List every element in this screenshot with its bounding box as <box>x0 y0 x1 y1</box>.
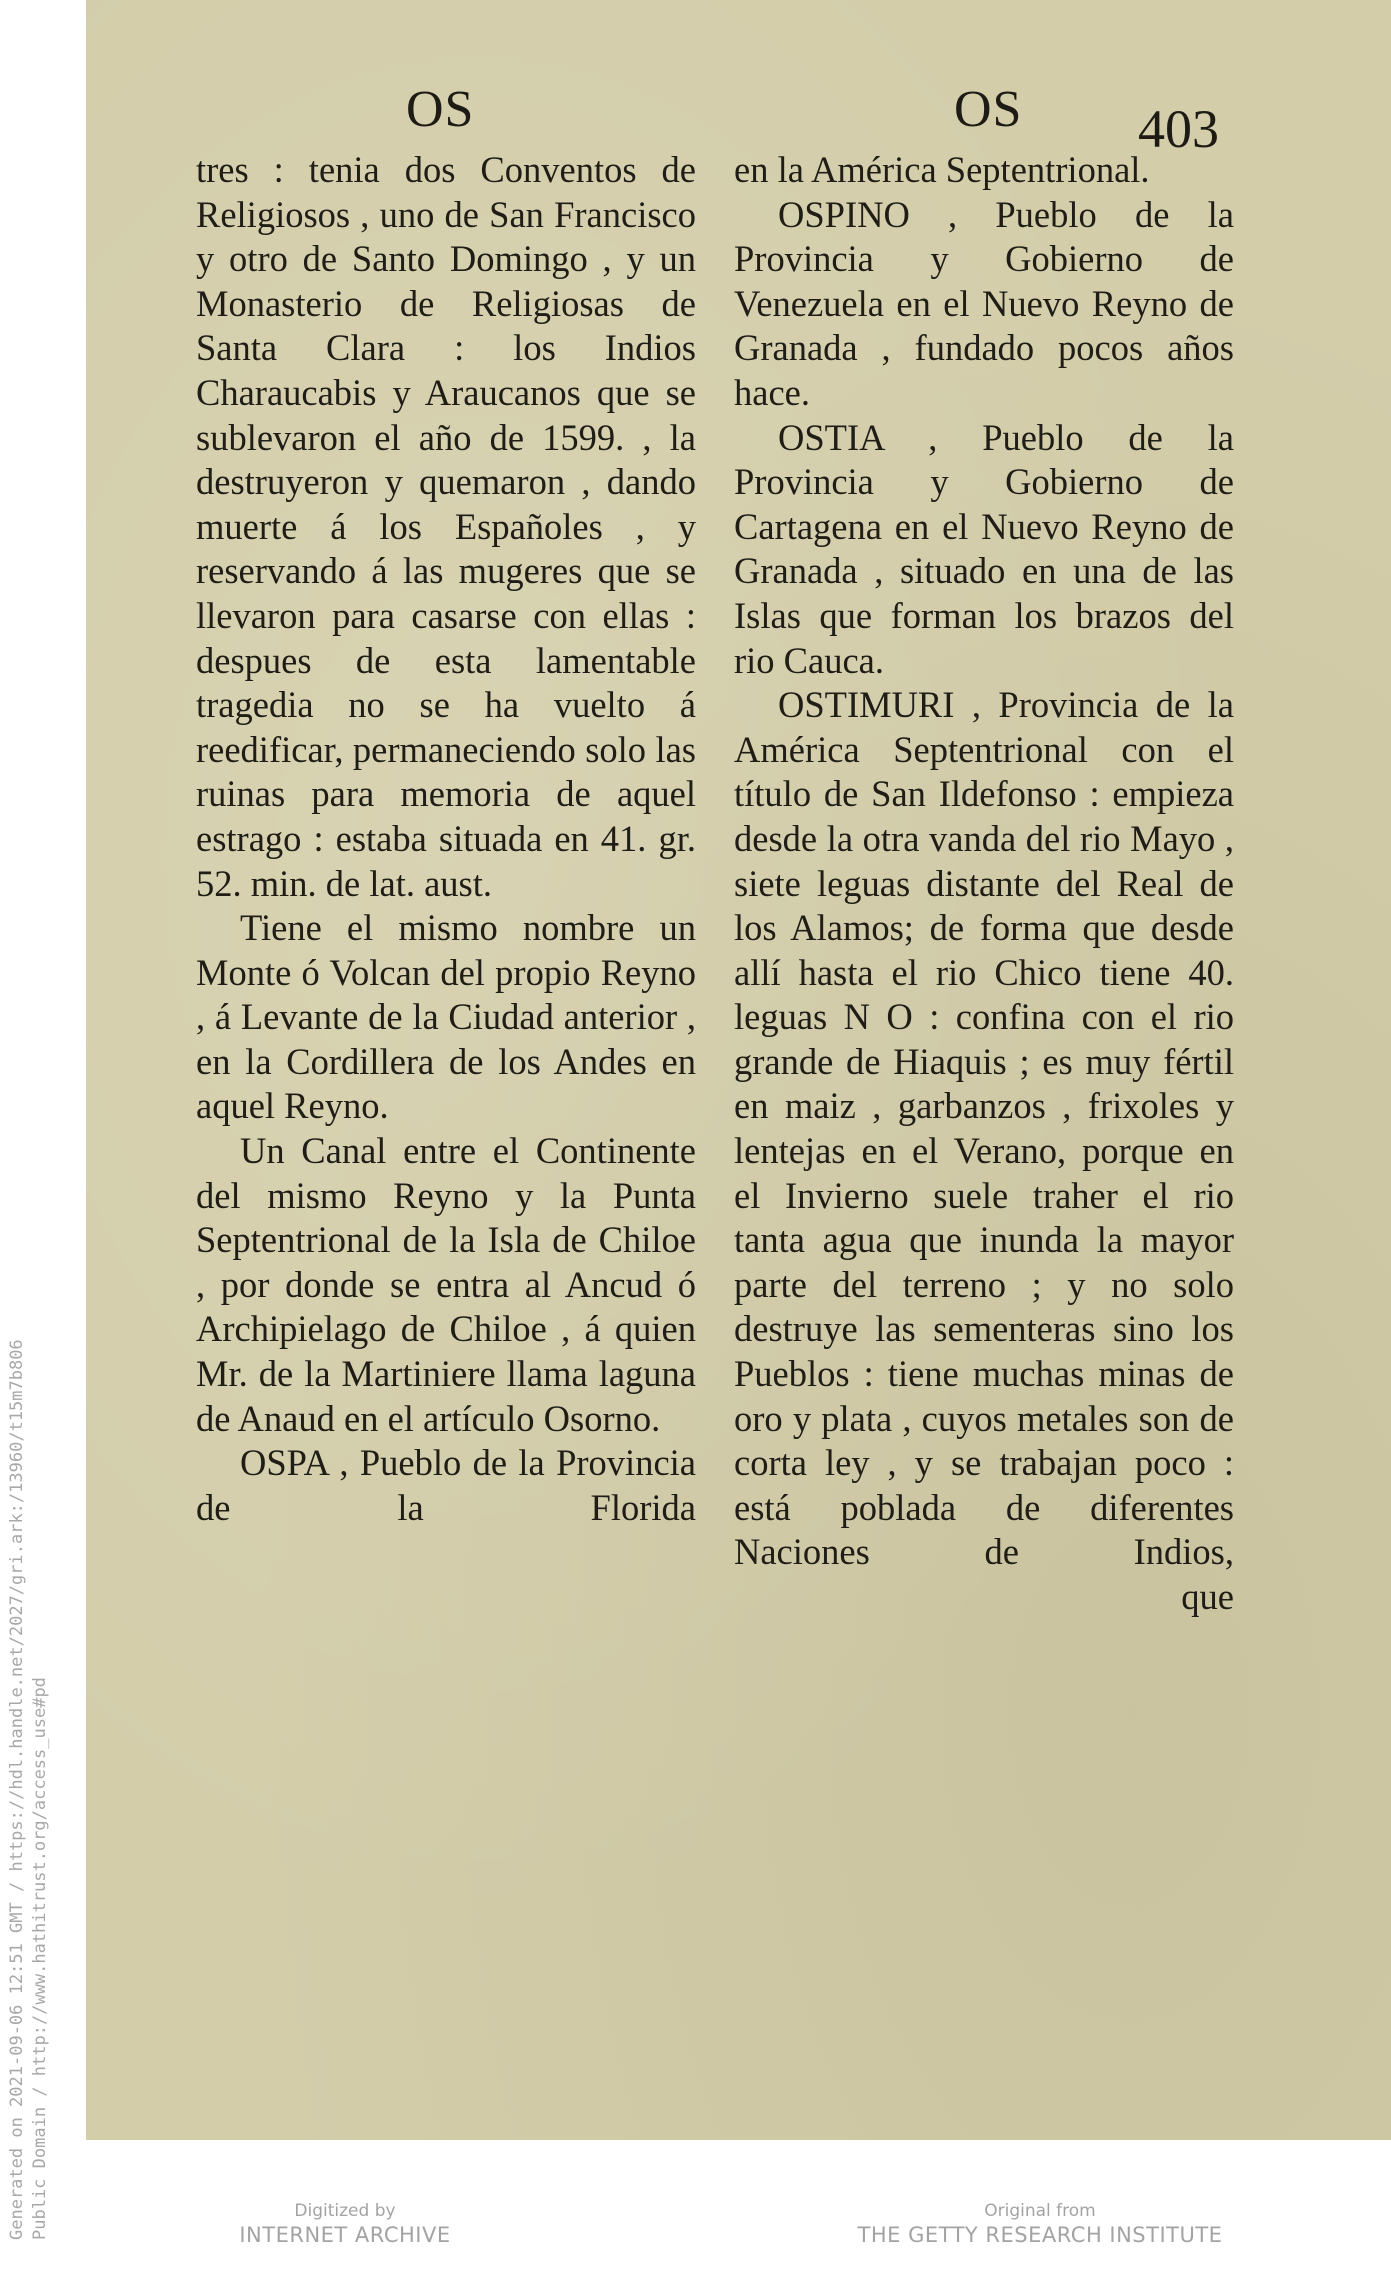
paragraph-canal: Un Canal entre el Continente del mismo Reyno y la Punta Septentrional de la Isla de Chiloe , por donde se entra al Ancud ó Archipielago de Chiloe , á quien Mr. de la Martiniere llama laguna de Anaud en el artículo Osorno. <box>196 1130 696 1439</box>
footer-original-from <box>850 2200 1230 2248</box>
watermark <box>6 1040 52 2240</box>
watermark-line-1: Generated on 2021-09-06 12:51 GMT / https://hdl.handle.net/2027/gri.ark:/13960/t15m7b806 <box>7 1339 27 2240</box>
watermark-line-2: Public Domain / http://www.hathitrust.org/access_use#pd <box>30 1677 50 2240</box>
catchword: que <box>1181 1576 1234 1617</box>
running-head-left: OS <box>406 81 475 138</box>
internet-archive-label: INTERNET ARCHIVE <box>239 2223 451 2247</box>
left-column <box>196 148 696 1530</box>
getty-institute-label: THE GETTY RESEARCH INSTITUTE <box>857 2223 1223 2247</box>
paragraph-ending: tres : tenia dos Conventos de Religiosos , uno de San Francisco y otro de Santo Domingo , y un Monasterio de Religiosas de Santa Clara : los Indios Charaucabis y Araucanos que se sublevaron el año de 1599. , la destruyeron y quemaron , dando muerte á los Españoles , y reservando á las mugeres que se llevaron para casarse con ellas : despues de esta lamentable tragedia no se ha vuelto á reedificar, permaneciendo solo las ruinas para memoria de aquel estrago : estaba situada en 41. gr. 52. min. de lat. aust. <box>196 149 696 904</box>
running-head-right: OS <box>954 81 1023 138</box>
left-margin <box>0 0 86 2271</box>
entry-ospa: OSPA , Pueblo de la Provincia de la Florida <box>196 1442 696 1528</box>
entry-ostimuri: OSTIMURI , Provincia de la América Septentrional con el título de San Ildefonso : empieza desde la otra vanda del rio Mayo , siete leguas distante del Real de los Alamos; de forma que desde allí hasta el rio Chico tiene 40. leguas N O : confina con el rio grande de Hiaquis ; es muy fértil en maiz , garbanzos , frixoles y lentejas en el Verano, porque en el Invierno suele traher el rio tanta agua que inunda la mayor parte del terreno ; y no solo destruye las sementeras sino los Pueblos : tiene muchas minas de oro y plata , cuyos metales son de corta ley , y se trabajan poco : está poblada de diferentes Naciones de Indios, <box>734 684 1234 1573</box>
right-column <box>734 148 1234 1620</box>
book-page <box>86 0 1391 2140</box>
entry-ospino: OSPINO , Pueblo de la Provincia y Gobierno de Venezuela en el Nuevo Reyno de Granada , fundado pocos años hace. <box>734 193 1234 413</box>
original-from-label: Original from <box>984 2201 1096 2221</box>
paragraph-ospa-continued: en la América Septentrional. <box>734 149 1150 190</box>
footer-digitized-by <box>215 2200 475 2248</box>
entry-ostia: OSTIA , Pueblo de la Provincia y Gobierno de Cartagena en el Nuevo Reyno de Granada , situado en una de las Islas que forman los brazos del rio Cauca. <box>734 416 1234 681</box>
page-number: 403 <box>1138 99 1219 159</box>
paragraph-volcan: Tiene el mismo nombre un Monte ó Volcan del propio Reyno , á Levante de la Ciudad anterior , en la Cordillera de los Andes en aquel Reyno. <box>196 907 696 1127</box>
digitized-by-label: Digitized by <box>294 2201 396 2221</box>
